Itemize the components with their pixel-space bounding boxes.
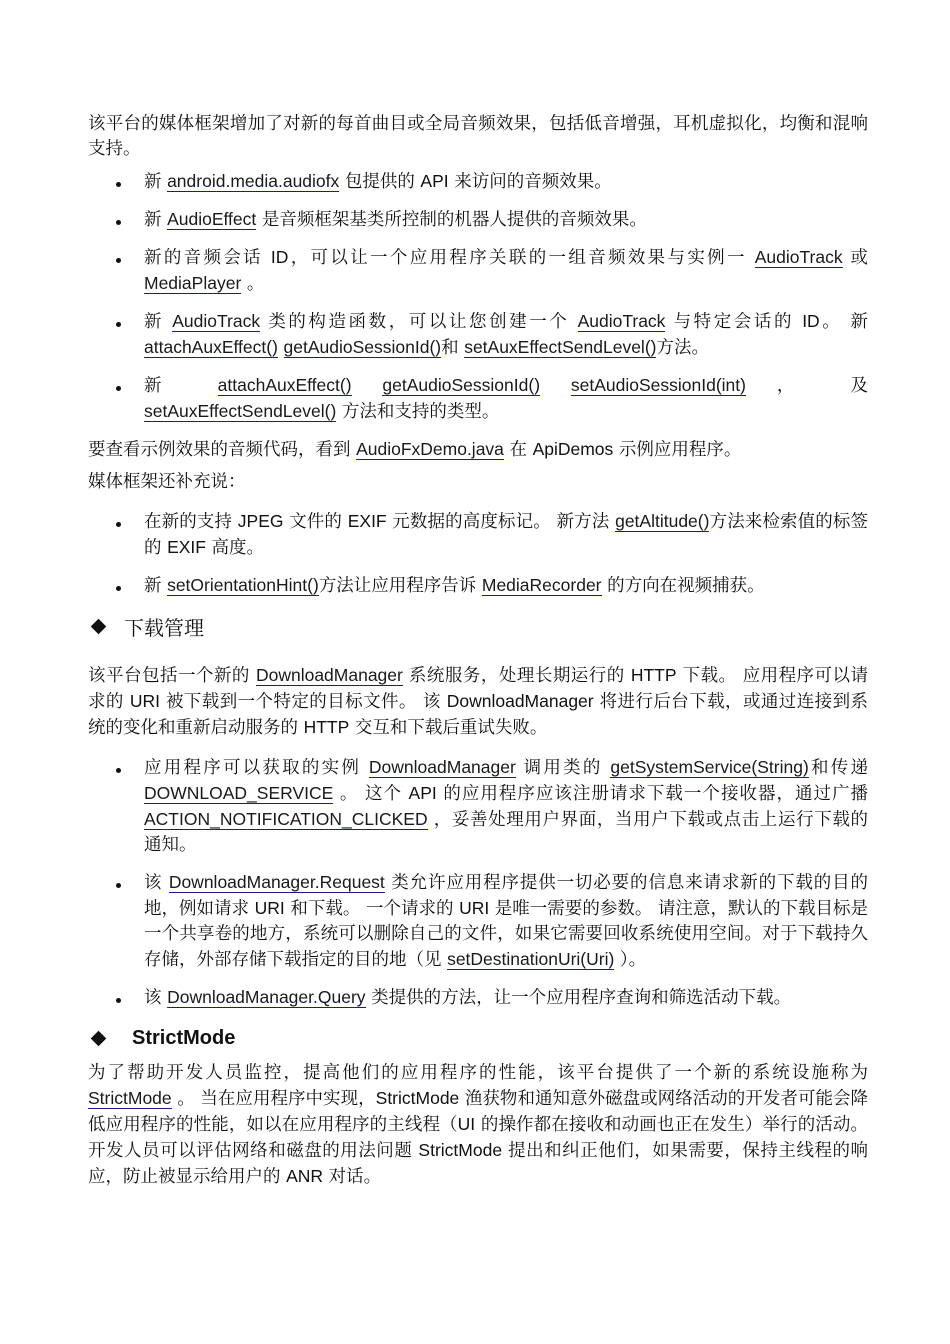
text: ANR <box>286 1166 324 1186</box>
bullet-icon <box>116 998 121 1003</box>
text: 类的构造函数，可以让您创建一个 <box>260 312 578 332</box>
text: 新的音频会话 <box>144 248 271 268</box>
link-audiotrack[interactable]: AudioTrack <box>172 311 261 331</box>
text: 包提供的 <box>339 172 421 192</box>
text: 要查看示例效果的音频代码，看到 <box>88 440 357 460</box>
heading-text: 下载管理 <box>124 615 204 640</box>
text: 被下载到一个特定的目标文件。 该 <box>159 692 447 712</box>
audio-effects-intro: 该平台的媒体框架增加了对新的每首曲目或全局音频效果，包括低音增强，耳机虚拟化，均衡和混响支持。 <box>88 114 868 159</box>
paragraph <box>88 663 868 741</box>
paragraph <box>88 1061 868 1190</box>
bullet-icon <box>116 322 121 327</box>
text: 应用程序可以获取的实例 <box>144 758 369 778</box>
text: 对话。 <box>323 1167 382 1187</box>
link-downloadmanager[interactable]: DownloadManager <box>255 665 403 685</box>
text: ，可以让一个应用程序关联的一组音频效果与实例一 <box>288 248 755 268</box>
text: 方法。 <box>656 338 709 358</box>
text: 新 <box>144 376 218 396</box>
text: URI <box>459 898 490 918</box>
text: 和下载。 一个请求的 <box>284 899 460 919</box>
link-setorientationhint[interactable]: setOrientationHint() <box>167 575 319 595</box>
text: 下载。 应用程序可以请求的 <box>88 666 869 712</box>
text: StrictMode <box>418 1140 503 1160</box>
list-item <box>88 573 868 599</box>
text: UI <box>457 1114 476 1134</box>
paragraph: 媒体框架还补充说： <box>88 472 246 492</box>
text: 在 <box>503 440 533 460</box>
link-audiofxdemo[interactable]: AudioFxDemo.java <box>356 439 504 459</box>
document-page <box>88 112 868 1197</box>
text: 提出和纠正他们，如果需要，保持主线程的响应，防止被显示给用户的 <box>88 1141 869 1187</box>
list-item <box>88 373 868 425</box>
bullet-icon <box>116 586 121 591</box>
text: 新 <box>144 210 168 230</box>
text: 的操作都在接收和动画也正在发生）举行的活动。 开发人员可以评估网络和磁盘的用法问题 <box>88 1115 869 1161</box>
text: 系统服务，处理长期运行的 <box>402 666 631 686</box>
heading-text: StrictMode <box>132 1026 236 1049</box>
text: 。 <box>241 274 265 294</box>
text: URI <box>254 898 285 918</box>
text: 。 当在应用程序中实现， <box>171 1089 376 1109</box>
audio-effects-list <box>88 169 868 425</box>
text: 来访问的音频效果。 <box>448 172 612 192</box>
list-item <box>88 870 868 973</box>
link-audiotrack[interactable]: AudioTrack <box>754 247 843 267</box>
text: HTTP <box>630 665 677 685</box>
text: 渔获物和通知意外磁盘或网络活动的开发者可能会降低应用程序的性能，如以在应用程序的主线程（ <box>88 1089 869 1135</box>
bullet-icon <box>116 220 121 225</box>
text: 或 <box>842 248 869 268</box>
link-setauxeffectsendlevel[interactable]: setAuxEffectSendLevel() <box>144 401 337 421</box>
link-getaudiosessionid[interactable]: getAudioSessionId() <box>382 375 541 395</box>
text: 高度。 <box>205 538 265 558</box>
text: HTTP <box>303 717 350 737</box>
text: 新 <box>144 172 168 192</box>
text: ）。 <box>614 950 647 970</box>
text: EXIF <box>347 511 387 531</box>
link-downloadmanager-request[interactable]: DownloadManager.Request <box>168 872 385 892</box>
text: 。 新 <box>819 312 868 332</box>
text: URI <box>129 691 160 711</box>
bullet-icon <box>116 522 121 527</box>
text: DownloadManager <box>446 691 594 711</box>
paragraph <box>88 437 868 463</box>
section-heading-strictmode <box>88 1023 868 1053</box>
text: 示例应用程序。 <box>613 440 742 460</box>
text: 该 <box>144 873 169 893</box>
link-mediarecorder[interactable]: MediaRecorder <box>481 575 602 595</box>
link-download-service[interactable]: DOWNLOAD_SERVICE <box>144 783 334 803</box>
text: ID <box>270 247 289 267</box>
link-mediaplayer[interactable]: MediaPlayer <box>144 273 242 293</box>
bullet-icon <box>116 768 121 773</box>
text: StrictMode <box>375 1088 460 1108</box>
media-framework-list <box>88 509 868 599</box>
text: 将进行后台下载，或通过连接到系统的变化和重新启动服务的 <box>88 692 868 738</box>
list-item <box>88 169 868 195</box>
diamond-bullet-icon <box>91 618 107 634</box>
list-item <box>88 309 868 361</box>
text: 新 <box>144 576 168 596</box>
text: 的方向在视频捕获。 <box>601 576 765 596</box>
link-strictmode[interactable]: StrictMode <box>88 1088 172 1108</box>
text: 文件的 <box>283 512 348 532</box>
list-item <box>88 755 868 858</box>
text: JPEG <box>237 511 284 531</box>
text: 类允许应用程序提供一切必要的信息来请求新的下载的目的地，例如请求 <box>144 873 868 919</box>
text: 在新的支持 <box>144 512 238 532</box>
link-setdestinationuri[interactable]: setDestinationUri(Uri) <box>447 949 615 969</box>
link-downloadmanager[interactable]: DownloadManager <box>368 757 516 777</box>
bullet-icon <box>116 258 121 263</box>
text: 方法来检索值的标签的 <box>144 512 869 558</box>
text: 为了帮助开发人员监控，提高他们的应用程序的性能，该平台提供了一个新的系统设施称为 <box>88 1063 868 1083</box>
text: 和 <box>441 338 465 358</box>
text: 方法让应用程序告诉 <box>318 576 482 596</box>
text: 与特定会话的 <box>665 312 803 332</box>
text: 是音频框架基类所控制的机器人提供的音频效果。 <box>256 210 647 230</box>
diamond-bullet-icon <box>91 1030 107 1046</box>
list-item <box>88 207 868 233</box>
text: ， 及 <box>746 376 868 396</box>
link-attachauxeffect[interactable]: attachAuxEffect() <box>144 337 278 357</box>
text: ，妥善处理用户界面，当用户下载或点击上运行下载的通知。 <box>144 810 868 855</box>
text: 是唯一需要的参数。 请注意，默认的下载目标是一个共享卷的地方，系统可以删除自己的文件，如果它需要回收系统使用空间。对于下载持久存储，外部存储下载指定的目的地（见 <box>144 899 869 970</box>
link-audiotrack[interactable]: AudioTrack <box>577 311 666 331</box>
link-setaudiosessionid[interactable]: setAudioSessionId(int) <box>570 375 746 395</box>
bullet-icon <box>116 182 121 187</box>
text: ApiDemos <box>532 439 614 459</box>
text: 和传递 <box>808 758 869 778</box>
text: 该平台包括一个新的 <box>88 666 256 686</box>
link-getaltitude[interactable]: getAltitude() <box>615 511 710 531</box>
link-android-media-audiofx[interactable]: android.media.audiofx <box>167 171 340 191</box>
text: API <box>420 171 449 191</box>
link-downloadmanager-query[interactable]: DownloadManager.Query <box>167 987 366 1007</box>
bullet-icon <box>116 883 121 888</box>
text: 新 <box>144 312 173 332</box>
text: 调用类的 <box>515 758 611 778</box>
text: 元数据的高度标记。 新方法 <box>386 512 616 532</box>
link-audioeffect[interactable]: AudioEffect <box>167 209 257 229</box>
text: EXIF <box>167 537 206 557</box>
text: 类提供的方法，让一个应用程序查询和筛选活动下载。 <box>365 988 792 1008</box>
link-getaudiosessionid[interactable]: getAudioSessionId() <box>283 337 442 357</box>
text: 该 <box>144 988 168 1008</box>
list-item <box>88 985 868 1011</box>
link-action-notification-clicked[interactable]: ACTION_NOTIFICATION_CLICKED <box>144 809 428 829</box>
text: 。 这个 <box>333 784 409 804</box>
text: 方法和支持的类型。 <box>336 402 500 422</box>
text: ID <box>802 311 820 331</box>
list-item <box>88 245 868 297</box>
link-setauxeffectsendlevel[interactable]: setAuxEffectSendLevel() <box>464 337 657 357</box>
section-heading-download-manager <box>88 611 868 641</box>
link-getsystemservice[interactable]: getSystemService(String) <box>610 757 809 777</box>
download-manager-list <box>88 755 868 1011</box>
bullet-icon <box>116 386 121 391</box>
text: 交互和下载后重试失败。 <box>349 718 548 738</box>
link-attachauxeffect[interactable]: attachAuxEffect() <box>217 375 352 395</box>
text: API <box>408 783 437 803</box>
text: 的应用程序应该注册请求下载一个接收器，通过广播 <box>436 784 868 804</box>
list-item <box>88 509 868 561</box>
